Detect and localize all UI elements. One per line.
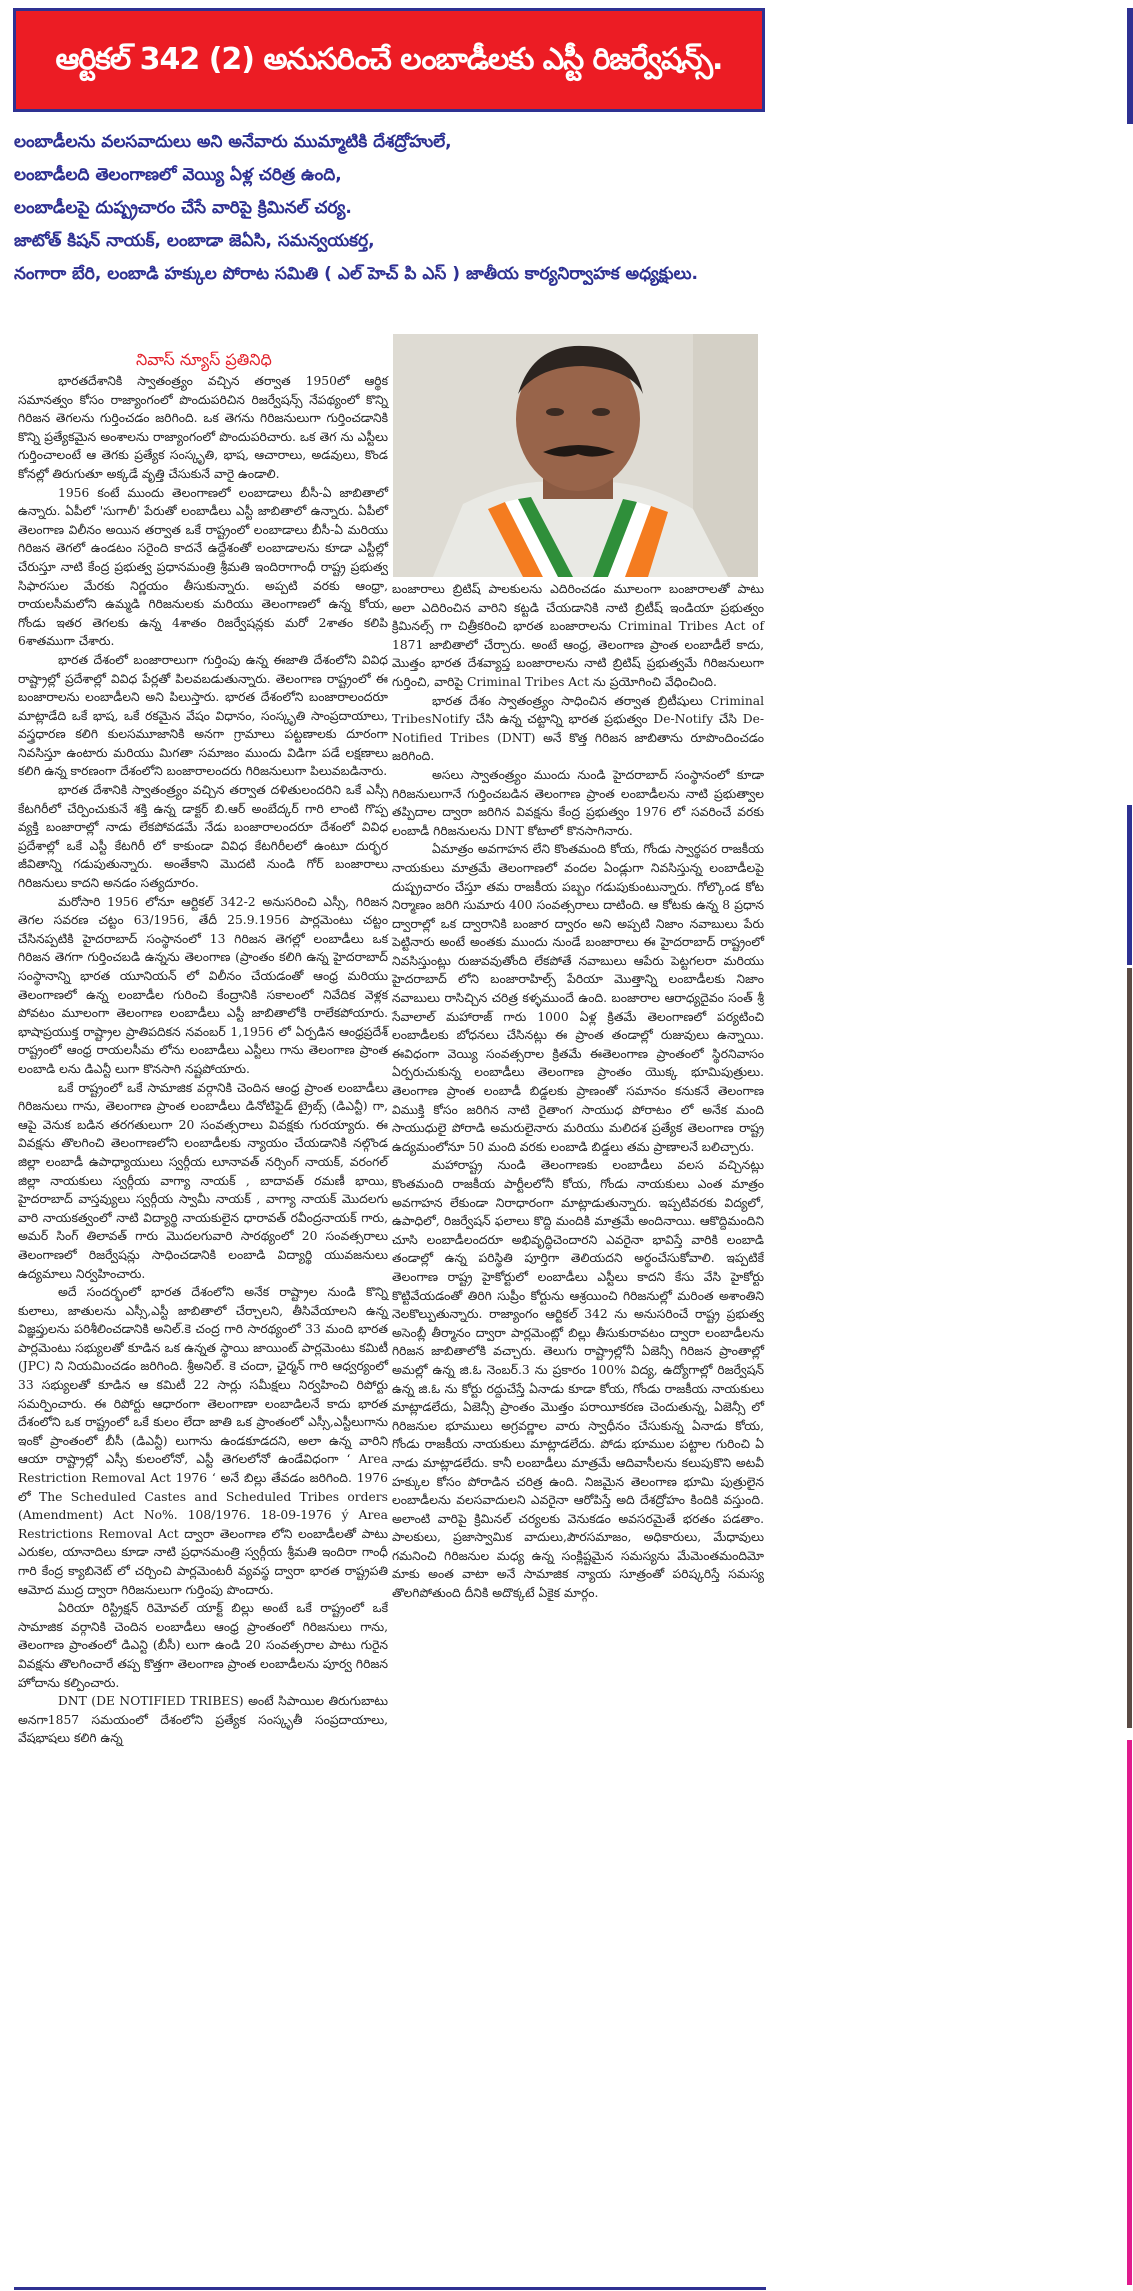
paragraph: భారత దేశానికి స్వాతంత్ర్యం వచ్చిన తర్వాత దళితులందరిని ఒకే ఎస్సీ కేటగిరీలో చేర్పించుకునే శక్తి ఉన్న డాక్టర్ బి.ఆర్ అంబేద్కర్ గారి లాంటి గొప్ప వ్యక్తి బంజారాల్లో నాడు లేకపోవడమే నేడు బంజారాలందరూ దేశంలో వివిధ ప్రదేశాల్లో ఒకే ఎస్టీ కేటగిరీ లో కాకుండా వివిధ కేటగిరీలలో ఉంటూ దుర్భర జీవితాన్ని గడుపుతున్నారు. అంతేకాని మొదటి నుండి గోర్ బంజారాలు గిరిజనులు కాదని అనడం సత్యదూరం. [18,783,388,891]
paragraph: DNT (DE NOTIFIED TRIBES) అంటే సిపాయిల తిరుగుబాటు అనగా1857 సమయంలో దేశంలోని ప్రత్యేక సంస్కృతీ సంప్రదాయాలు, వేషభాషలు కలిగి ఉన్న [18,1694,388,1746]
headline: ఆర్టికల్ 342 (2) అనుసరించే లంబాడీలకు ఎస్టీ రిజర్వేషన్స్. [55,42,723,77]
subheadings [14,126,764,291]
article-column-right [392,580,764,1603]
portrait-illustration [393,334,758,577]
adjacent-frame [1127,8,1133,124]
adjacent-image-edge [1127,805,1132,965]
subheading: లంబాడీలపై దుష్ప్రచారం చేసే వారిపై క్రిమినల్ చర్య. [14,198,352,218]
subheading: లంబాడీలను వలసవాదులు అని అనేవారు ముమ్మాటికి దేశద్రోహులే, [14,132,452,152]
paragraph: ఏమాత్రం అవగాహన లేని కొంతమంది కోయ, గోండు స్వార్థపర రాజకీయ నాయకులు మాత్రమే తెలంగాణలో వందల ఏండ్లుగా నివసిస్తున్న లంబాడీలపై దుష్ప్రచారం చేస్తూ తమ రాజకీయ పబ్బం గడుపుకుంటున్నారు. గోల్కొండ కోట నిర్మాణం జరిగి సుమారు 400 సంవత్సరాలు దాటింది. ఆ కోటకు ఉన్న 8 ప్రధాన ద్వారాల్లో ఒక ద్వారానికి బంజార ద్వారం అని అప్పటి నిజాం నవాబులు పేరు పెట్టినారు అంటే అంతకు ముందు నుండే బంజారాలు ఈ హైదరాబాద్ రాష్ట్రంలో నివసిస్తుంట్లు రుజువవుతోంది లేకపోతే నవాబులు ఆపేరు పెట్టగలరా మరియు హైదరాబాద్ లోని బంజారాహిల్స్ పేరియా మొత్తాన్ని లంబాడీలకు నిజాం నవాబులు రాసిచ్చిన చరిత్ర కళ్ళముందే ఉంది. బంజారాల ఆరాధ్యదైవం సంత్ శ్రీ సేవాలాల్ మహారాజ్ గారు 1000 ఏళ్ల క్రితమే తెలంగాణలో పర్యటించి లంబాడీలకు బోధనలు చేసినట్లు ఈ ప్రాంత తండాల్లో రుజువులు ఉన్నాయి. ఈవిధంగా వెయ్యి సంవత్సరాల క్రితమే ఈతెలంగాణ ప్రాంతంలో స్థిరనివాసం ఏర్పరుచుకున్న లంబాడీలు తెలంగాణ ప్రాంతం యొక్క భూమిపుత్రులు. తెలంగాణ ప్రాంత లంబాడీ బిడ్డలకు ప్రాణంతో సమానం కనుకనే తెలంగాణ విముక్తి కోసం జరిగిన నాటి రైతాంగ సాయుధ పోరాటం లో అనేక మంది సాయుధులై పోరాడి అమరులైనారు మరియు మలిదశ ప్రత్యేక తెలంగాణ రాష్ట్ర ఉద్యమంలోనూ 50 మంది వరకు లంబాడి బిడ్డలు తమ ప్రాణాలనే బలిచ్చారు. [392,842,764,1154]
headline-banner [13,8,765,112]
subheading: జాటోత్ కిషన్ నాయక్, లంబాడా జెఏసి, సమన్వయకర్త, [14,231,375,251]
article-column-left [18,372,388,1748]
bottom-border-rule [14,2287,766,2290]
paragraph: 1956 కంటే ముందు తెలంగాణలో లంబాడాలు బీసీ-ఏ జాబితాలో ఉన్నారు. ఏపీలో 'సుగాలీ' పేరుతో లంబాడీలు ఎస్టీ జాబితాలో ఉన్నారు. ఏపీలో తెలంగాణ విలీనం అయిన తర్వాత ఒకే రాష్ట్రంలో లంబాడాలు బీసీ-ఏ మరియు గిరిజన తెగలో ఉండటం సరైంది కాదనే ఉద్దేశంతో లంబాడాలను కూడా ఎస్టీల్లో చేరుస్తూ నాటి కేంద్ర ప్రభుత్వ ప్రధానమంత్రి శ్రీమతి ఇందిరాగాంధీ రాష్ట్ర ప్రభుత్వ సిఫారసుల మేరకు నిర్ణయం తీసుకున్నారు. అప్పటి వరకు ఆంధ్రా, రాయలసీమలోని ఉమ్మడి గిరిజనులకు మరియు తెలంగాణలో ఉన్న కోయ, గోండు ఇతర తెగలకు ఉన్న 4శాతం రిజర్వేషన్లకు మరో 2శాతం కలిపి 6శాతముగా చేశారు. [18,485,388,649]
paragraph: బంజారాలు బ్రిటిష్ పాలకులను ఎదిరించడం మూలంగా బంజారాలతో పాటు అలా ఎదిరించిన వారిని కట్టడి చేయడానికి నాటి బ్రిటీష్ ఇండియా ప్రభుత్వం క్రిమినల్స్ గా చిత్రీకరించి భారత బంజారాలను Criminal Tribes Act of 1871 జాబితాలో చేర్చారు. అంటే ఆంధ్ర, తెలంగాణ ప్రాంత లంబాడీలే కాదు, మొత్తం భారత దేశవ్యాప్త బంజారాలను నాటి బ్రిటిష్ ప్రభుత్వమే గిరిజనులుగా గుర్తించి, వారిపై Criminal Tribes Act ను ప్రయోగించి వేధించింది. [392,582,764,689]
paragraph: ఒకే రాష్ట్రంలో ఒకే సామాజిక వర్గానికి చెందిన ఆంధ్ర ప్రాంత లంబాడీలు గిరిజనులు గాను, తెలంగాణ ప్రాంత లంబాడీలు డినోటిఫైడ్ ట్రైబ్స్ (డిఎన్టీ) గా, ఆపై వెనుక బడిన తరగతులుగా 20 సంవత్సరాలు వివక్షకు గురయ్యారు. ఈ వివక్షను తొలగించి తెలంగాణలోని లంబాడీలకు న్యాయం చేయడానికి నల్గొండ జిల్లా లంబాడీ ఉపాధ్యాయులు స్వర్గీయ లూనావత్ నర్సింగ్ నాయక్, వరంగల్ జిల్లా నాయకులు స్వర్గీయ వాగ్యా నాయక్ , బాదావత్ రమణీ భాయి, హైదరాబాద్ వాస్తవ్యులు స్వర్గీయ స్వామీ నాయక్ , వాగ్యా నాయక్ మొదలగు వారి నాయకత్వంలో నాటి విద్యార్థి నాయకులైన ధారావత్ రవీంద్రనాయక్ గారు, అమర్ సింగ్ తిలావత్ గారు మొదలగువారి సారథ్యంలో 20 సంవత్సరాలు తెలంగాణలో రిజర్వేషన్లు సాధించడానికి లంబాడి విద్యార్థి యువజనులు ఉద్యమాలు నిర్వహించారు. [18,1080,388,1281]
adjacent-magenta-box [1127,1740,1132,2285]
paragraph: భారత దేశం స్వాతంత్ర్యం సాధించిన తర్వాత బ్రిటీషులు Criminal TribesNotify చేసి ఉన్న చట్టాన్ని భారత ప్రభుత్వం De-Notify చేసి De-Notified Tribes (DNT) అనే కొత్త గిరిజన జాబితాను రూపొందించడం జరిగింది. [392,693,764,764]
paragraph: అసలు స్వాతంత్ర్యం ముందు నుండి హైదరాబాద్ సంస్థానంలో కూడా గిరిజనులుగానే గుర్తించబడిన తెలంగాణ ప్రాంత లంబాడీలను నాటి ప్రభుత్వాల తప్పిదాల ద్వారా జరిగిన వివక్షను కేంద్ర ప్రభుత్వం 1976 లో సవరించే వరకు లంబాడీ గిరిజనులను DNT కోటాలో కొనసాగినారు. [392,767,765,838]
paragraph: భారతదేశానికి స్వాతంత్ర్యం వచ్చిన తర్వాత 1950లో ఆర్థిక సమానత్వం కోసం రాజ్యాంగంలో పొందుపరిచిన రిజర్వేషన్స్ నేపథ్యంలో కొన్ని గిరిజన తెగలను గుర్తించడం జరిగింది. ఒక తెగను గిరిజనులుగా గుర్తించడానికి కొన్ని ప్రత్యేకమైన అంశాలను రాజ్యాంగంలో పొందుపరిచారు. ఒక తెగ ను ఎస్టీలు గుర్తించాలంటే ఆ తెగకు ప్రత్యేక సంస్కృతి, భాష, ఆచారాలు, అడవులు, కొండ కోనల్లో తిరుగుతూ అక్కడే వృత్తి చేసుకునే వారై ఉండాలి. [18,374,388,481]
byline: నివాస్ న్యూస్ ప్రతినిధి [136,350,272,369]
paragraph: మహారాష్ట్ర నుండి తెలంగాణకు లంబాడీలు వలస వచ్చినట్లు కొంతమంది రాజకీయ పార్టీలలోనీ కోయ, గోండు నాయకులు ఎంత మాత్రం అవగాహన లేకుండా నిరాధారంగా మాట్లాడుతున్నారు. ఇప్పటివరకు విద్యలో, ఉపాధిలో, రిజర్వేషన్ ఫలాలు కొద్ది మందికి మాత్రమే అందినాయి. ఆకొద్దిమందిని చూసి లంబాడీలందరూ అభివృద్ధిచెందారని ఎవరైనా భావిస్తే వారికి లంబాడి తండాల్లో ఉన్న పరిస్థితి పూర్తిగా తెలియదని అర్థంచేసుకోవాలి. ఇప్పటికే తెలంగాణ రాష్ట్ర హైకోర్టులో లంబాడీలు ఎస్టీలు కాదని కేసు వేసి హైకోర్టు కొట్టివేయడంతో తిరిగి సుప్రీం కోర్టును ఆశ్రయించి గిరిజనుల్లో మరింత అశాంతిని నెలకొల్పుతున్నారు. రాజ్యాంగం ఆర్టికల్ 342 ను అనుసరించే రాష్ట్ర ప్రభుత్వ అసెంబ్లీ తీర్మానం ద్వారా పార్లమెంట్లో బిల్లు తీసుకురావటం ద్వారా లంబాడీలను గిరిజన జాబితాలోకి వచ్చారు. తెలుగు రాష్ట్రాల్లోనీ ఏజెన్సీ గిరిజన ప్రాంతాల్లో అమల్లో ఉన్న జి.ఓ నెంబర్.3 ను ప్రకారం 100% విద్య, ఉద్యోగాల్లో రిజర్వేషన్ ఉన్న జి.ఓ ను కోర్టు రద్దుచేస్తే ఏనాడు కూడా కోయ, గోండు రాజకీయ నాయకులు మాట్లాడలేదు, ఏజెన్సీ ప్రాంతం మొత్తం పరాయీకరణ చెందుతున్న, ఏజెన్సీ లో గిరిజనుల భూములు అగ్రవర్ణాల వారు స్వాధీనం చేసుకున్న ఏనాడు కోయ, గోండు రాజకీయ నాయకులు మాట్లాడలేదు. పోడు భూముల పట్టాల గురించి ఏ నాడు మాట్లాడలేదు. కానీ లంబాడీలు మాత్రమే ఆదివాసీలను కలుపుకొని అటవీ హక్కుల కోసం పోరాడిన చరిత్ర ఉంది. నిజమైన తెలంగాణ భూమి పుత్రులైన లంబాడీలను వలసవాదులని ఎవరైనా ఆరోపిస్తే అది దేశద్రోహం కిందికి వస్తుంది. అలాంటి వారిపై క్రిమినల్ చర్యలకు వెనుకడం అవసరమైతే భరతం పడతాం. పాలకులు, ప్రజాస్వామిక వాదులు,పౌరసమాజం, అధికారులు, మేధావులు గమనించి గిరిజనుల మధ్య ఉన్న సంక్లిష్టమైన సమస్యను మేమెంతమందిమో మాకు అంత వాటా అనే సామాజిక న్యాయ సూత్రంతో పరిష్కరిస్తే సమస్య తొలగిపోతుంది దీనికి అదొక్కటే ఏకైక మార్గం. [392,1158,764,1601]
paragraph: ఏరియా రిస్ట్రిక్షన్ రిమోవల్ యాక్ట్ బిల్లు అంటే ఒకే రాష్ట్రంలో ఒకే సామాజిక వర్గానికి చెందిన లంబాడీలు ఆంధ్ర ప్రాంతంలో గిరిజనులు గాను, తెలంగాణ ప్రాంతంలో డిఎన్టి (బీసీ) లుగా ఉండి 20 సంవత్సరాల పాటు గురైన వివక్షను తొలగించారే తప్ప కొత్తగా తెలంగాణ ప్రాంత లంబాడీలను పూర్వ గిరిజన హోదాను కల్పించారు. [18,1601,388,1690]
portrait-photo [393,334,758,577]
paragraph: అదే సందర్భంలో భారత దేశంలోని అనేక రాష్ట్రాల నుండి కొన్ని కులాలు, జాతులను ఎస్సీ,ఎస్టీ జాబితాలో చేర్చాలని, తీసివేయాలని ఉన్న విజ్ఞప్తులను పరిశీలించడానికి అనిల్.కె చంద్ర గారి సారథ్యంలో 33 మంది భారత పార్లమెంటు సభ్యులతో కూడిన ఒక ఉన్నత స్థాయి జాయింట్ పార్లమెంటు కమిటీ (JPC) ని నియమించడం జరిగింది. శ్రీఅనిల్. కె చందా, ఛైర్మన్ గారి ఆధ్వర్యంలో 33 సభ్యులతో కూడిన ఆ కమిటీ 22 సార్లు సమీక్షలు నిర్వహించి రిపోర్టు సమర్పించారు. ఈ రిపోర్టు ఆధారంగా తెలంగాణా లంబాడిలనే కాదు భారత దేశంలోని ఒక రాష్ట్రంలో ఒకే కులం లేదా జాతి ఒక ప్రాంతంలో ఎస్సీ,ఎస్టీలుగాను ఇంకో ప్రాంతంలో బీసీ (డిఎన్టీ) లుగాను ఉండకూడదని, అలా ఉన్న వారిని ఆయా రాష్ట్రాల్లో ఎస్సీ కులంలోనో, ఎస్టీ తెగలలోనో ఉండేవిధంగా ‘ Area Restriction Removal Act 1976 ‘ అనే బిల్లు తేవడం జరిగింది. 1976 లో The Scheduled Castes and Scheduled Tribes orders (Amendment) Act No%. 108/1976. 18-09-1976 ý Area Restrictions Removal Act ద్వారా తెలంగాణ లోని లంబాడీలతో పాటు ఎరుకల, యానాదిలు కూడా నాటి ప్రధానమంత్రి స్వర్గీయ శ్రీమతి ఇందిరా గాంధీ గారి కేంద్ర క్యాబినెట్ లో చర్చించి పార్లమెంటరీ వ్యవస్థ ద్వారా భారత రాష్ట్రపతి ఆమోద ముద్ర ద్వారా గిరిజనులుగా గుర్తింపు పొందారు. [18,1285,388,1597]
adjacent-clipping-edge [1125,0,1133,2291]
paragraph: మరోసారి 1956 లోనూ ఆర్టికల్ 342-2 అనుసరించి ఎస్సీ, గిరిజన తెగల సవరణ చట్టం 63/1956, తేదీ 25.9.1956 పార్లమెంటు చట్టం చేసినప్పటికి హైదరాబాద్ సంస్థానంలో 13 గిరిజన తెగల్లో లంబాడీలు ఒక గిరిజన తెగగా గుర్తించబడి ఉన్నను తెలంగాణ (ప్రాంతం కలిగి ఉన్న హైదరాబాద్ సంస్థానాన్ని భారత యూనియన్ లో విలీనం చేయడంతో ఆంధ్ర మరియు తెలంగాణలో ఉన్న లంబాడీల గురించి కేంద్రానికి సకాలంలో నివేదిక వెళ్లక పోవటం మూలంగా తెలంగాణ లంబాడీలు ఎస్టీ జాబితాలోకి రాలేకపోయారు. భాషాప్రయుక్త రాష్ట్రాల ప్రాతిపదికన నవంబర్ 1,1956 లో ఏర్పడిన ఆంధ్రప్రదేశ్ రాష్ట్రంలో ఆంధ్ర రాయలసీమ లోను లంబాడీలు ఎస్టీలు గాను తెలంగాణ ప్రాంత లంబాడి లను డిఎన్టీ లుగా కొనసాగి నష్టపోయారు. [18,894,388,1076]
subheading: నంగారా బేరి, లంబాడి హక్కుల పోరాట సమితి ( ఎల్ హెచ్ పి ఎస్ ) జాతీయ కార్యనిర్వాహక అధ్యక్షులు. [14,264,698,284]
adjacent-photo-edge [1127,968,1132,1728]
paragraph: భారత దేశంలో బంజారాలుగా గుర్తింపు ఉన్న ఈజాతి దేశంలోని వివిధ రాష్ట్రాల్లో ప్రదేశాల్లో వివిధ పేర్లతో పిలవబడుతున్నారు. తెలంగాణ రాష్ట్రంలో ఈ బంజారాలను లంబాడీలని అని పిలుస్తారు. భారత దేశంలోని బంజారాలందరూ మాట్లాడేది ఒకే భాష, ఒకే రకమైన వేషం విధానం, సంస్కృతి సాంప్రదాయాలు, వస్త్రధారణ కలిగి కులసమూజానికి అనగా గ్రామాలు పట్టణాలకు దూరంగా నివసిస్తూ ఉంటారు మరియు మిగతా సమాజం ముందు విడిగా పడే లక్షణాలు కలిగి ఉన్న కారణంగా దేశంలోని బంజారాలందరు గిరిజనులుగా పిలువబడినారు. [18,652,388,779]
subheading: లంబాడీలది తెలంగాణలో వెయ్యి ఏళ్ల చరిత్ర ఉంది, [14,165,342,185]
